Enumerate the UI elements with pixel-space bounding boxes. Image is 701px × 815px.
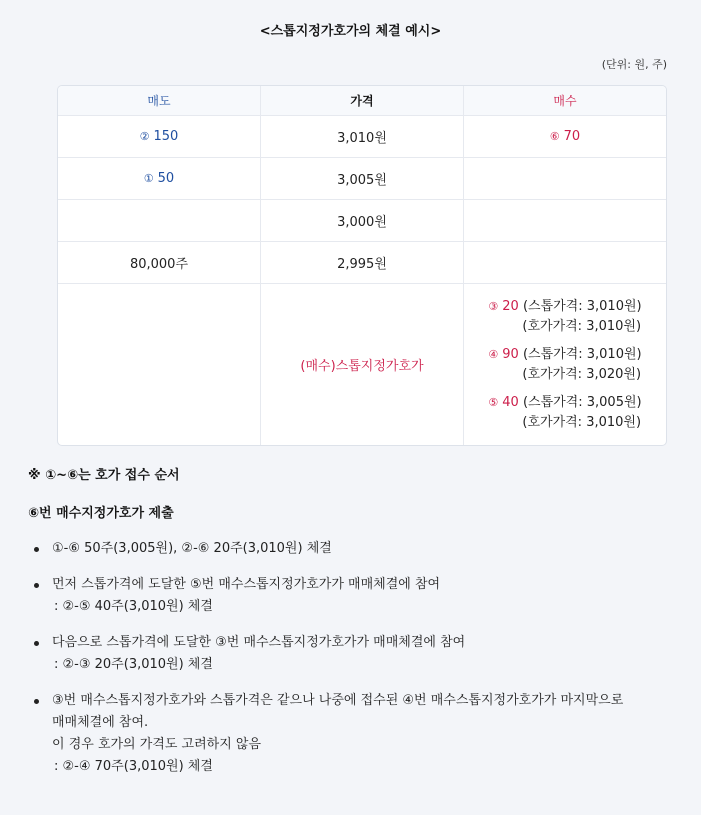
- list-item-line: 다음으로 스톱가격에 도달한 ③번 매수스톱지정가호가가 매매체결에 참여: [52, 635, 466, 650]
- sell-cell: [58, 158, 261, 199]
- order-number-mark: ②: [139, 130, 150, 143]
- table-row: [58, 158, 666, 200]
- sell-qty: 150: [153, 129, 179, 144]
- table-row: [58, 116, 666, 158]
- price-cell: 3,000원: [261, 200, 464, 241]
- list-item-line: : ②-⑤ 40주(3,010원) 체결: [54, 599, 213, 614]
- page-title: <스톱지정가호가의 체결 예시>: [259, 24, 442, 39]
- header-sell: 매도: [58, 86, 261, 115]
- unit-label: (단위: 원, 주): [601, 58, 667, 71]
- limit-price-text: (호가가격: 3,010원): [522, 414, 642, 430]
- stop-order-entry: [488, 345, 641, 385]
- stop-price-text: (스톱가격: 3,005원): [522, 394, 642, 410]
- list-item-line: : ②-④ 70주(3,010원) 체결: [54, 759, 213, 774]
- sell-cell: 80,000주: [58, 242, 261, 283]
- bullet-icon: [34, 583, 39, 588]
- order-number-mark: ③: [488, 299, 499, 313]
- stop-order-row: [58, 284, 666, 445]
- order-number-mark: ⑥: [549, 130, 560, 143]
- table-header-row: [58, 86, 666, 116]
- list-item-line: 매매체결에 참여.: [52, 715, 149, 730]
- stop-qty: 40: [502, 394, 519, 410]
- stop-orders-cell: [464, 284, 666, 445]
- header-price: 가격: [261, 86, 464, 115]
- header-buy: 매수: [553, 94, 577, 108]
- limit-price-text: (호가가격: 3,010원): [522, 318, 642, 334]
- list-item-line: : ②-③ 20주(3,010원) 체결: [54, 657, 213, 672]
- buy-qty: 70: [563, 129, 581, 144]
- bullet-icon: [34, 699, 39, 704]
- buy-cell: [464, 200, 666, 241]
- stop-order-entry: [488, 297, 641, 337]
- list-item-line: ①-⑥ 50주(3,005원), ②-⑥ 20주(3,010원) 체결: [52, 541, 332, 556]
- list-item: [28, 632, 688, 676]
- buy-cell: [464, 242, 666, 283]
- stop-price-text: (스톱가격: 3,010원): [522, 346, 642, 362]
- stop-order-list: [488, 297, 641, 433]
- table-row: [58, 200, 666, 242]
- list-item-line: ③번 매수스톱지정가호가와 스톱가격은 같으나 나중에 접수된 ④번 매수스톱지정가호가가 마지막으로: [52, 693, 624, 708]
- stop-qty: 20: [502, 298, 519, 314]
- sell-qty: 50: [157, 171, 175, 186]
- price-cell: 3,010원: [261, 116, 464, 157]
- list-item: [28, 690, 688, 778]
- execution-steps-list: [28, 538, 688, 792]
- bullet-icon: [34, 641, 39, 646]
- list-item: [28, 538, 688, 560]
- stop-qty: 90: [502, 346, 519, 362]
- list-item: [28, 574, 688, 618]
- bullet-icon: [34, 547, 39, 552]
- sell-cell: [58, 200, 261, 241]
- order-number-mark: ①: [143, 172, 154, 185]
- price-cell: 2,995원: [261, 242, 464, 283]
- limit-price-text: (호가가격: 3,020원): [522, 366, 642, 382]
- order-book-table: [57, 85, 667, 446]
- order-number-mark: ④: [488, 347, 499, 361]
- buy-cell: [464, 116, 666, 157]
- section-subtitle: ⑥번 매수지정가호가 제출: [28, 506, 174, 521]
- buy-cell: [464, 158, 666, 199]
- order-number-mark: ⑤: [488, 395, 499, 409]
- table-row: [58, 242, 666, 284]
- price-cell: 3,005원: [261, 158, 464, 199]
- stop-price-label: (매수)스톱지정가호가: [261, 284, 464, 445]
- order-sequence-note: ※ ①~⑥는 호가 접수 순서: [28, 468, 180, 483]
- stop-order-entry: [488, 393, 641, 433]
- sell-cell: [58, 284, 261, 445]
- sell-cell: [58, 116, 261, 157]
- list-item-line: 이 경우 호가의 가격도 고려하지 않음: [52, 737, 262, 752]
- list-item-line: 먼저 스톱가격에 도달한 ⑤번 매수스톱지정가호가가 매매체결에 참여: [52, 577, 441, 592]
- stop-price-text: (스톱가격: 3,010원): [522, 298, 642, 314]
